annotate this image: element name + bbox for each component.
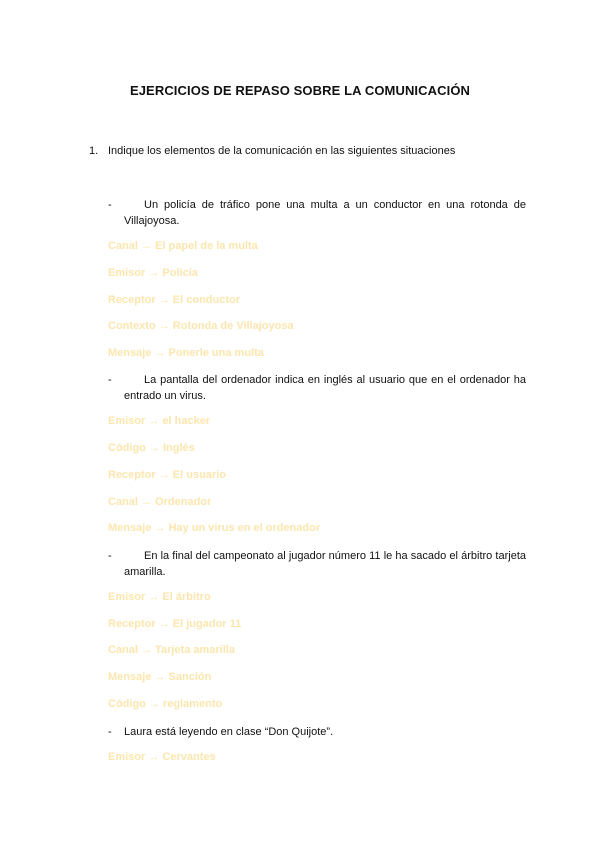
answer-line: Canal → Ordenador [108, 496, 212, 508]
answer-line: Mensaje → Sanción [108, 671, 212, 683]
answer-line: Receptor → El jugador 11 [108, 618, 242, 630]
answer-line: Canal → El papel de la multa [108, 240, 258, 252]
list-dash: - [108, 199, 112, 211]
situation-text: La pantalla del ordenador indica en inglés al usuario que en el ordenador ha entrado un virus. [124, 374, 526, 402]
situation-text: Laura está leyendo en clase “Don Quijote”. [124, 726, 334, 738]
answer-line: Código → Inglés [108, 442, 195, 454]
list-dash: - [108, 726, 112, 738]
list-dash: - [108, 374, 112, 386]
answer-line: Emisor → El árbitro [108, 591, 211, 603]
answer-line: Mensaje → Ponerle una multa [108, 347, 264, 359]
answer-line: Emisor → Policía [108, 267, 198, 279]
answer-line: Canal → Tarjeta amarilla [108, 644, 235, 656]
page-title: EJERCICIOS DE REPASO SOBRE LA COMUNICACIÓN [129, 83, 471, 98]
question-number: 1. [89, 145, 99, 157]
answer-line: Contexto → Rotonda de Villajoyosa [108, 320, 294, 332]
list-dash: - [108, 550, 112, 562]
answer-line: Mensaje → Hay un virus en el ordenador [108, 522, 321, 534]
answer-line: Receptor → El conductor [108, 294, 241, 306]
answer-line: Emisor → el hacker [108, 415, 211, 427]
answer-line: Receptor → El usuario [108, 469, 226, 481]
answer-line: Código → reglamento [108, 698, 223, 710]
question-text: Indique los elementos de la comunicación en las siguientes situaciones [108, 145, 456, 157]
answer-line: Emisor → Cervantes [108, 751, 216, 763]
situation-text: Un policía de tráfico pone una multa a un conductor en una rotonda de Villajoyosa. [124, 199, 526, 227]
situation-text: En la final del campeonato al jugador número 11 le ha sacado el árbitro tarjeta amarilla. [124, 550, 526, 578]
